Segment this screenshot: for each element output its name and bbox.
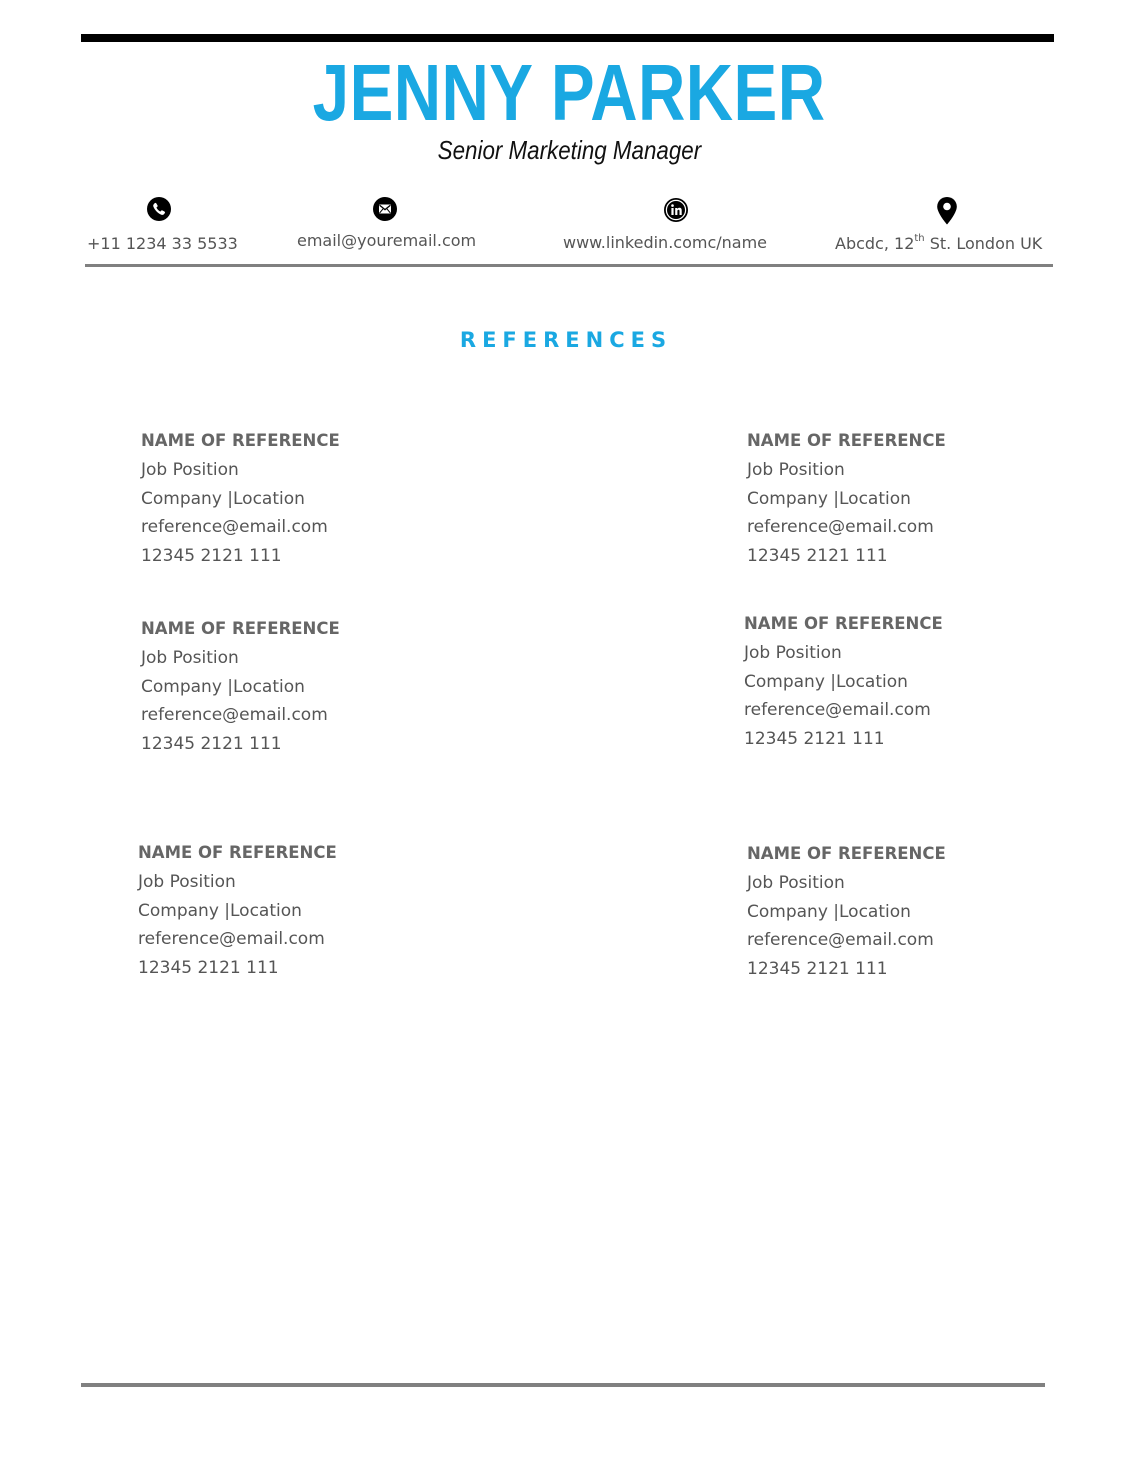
reference-phone: 12345 2121 111: [747, 959, 888, 979]
reference-phone: 12345 2121 111: [138, 958, 279, 978]
reference-position: Job Position: [141, 647, 239, 668]
reference-position: Job Position: [744, 642, 842, 663]
reference-email: reference@email.com: [744, 700, 931, 721]
reference-name: NAME OF REFERENCE: [747, 431, 946, 450]
reference-email: reference@email.com: [138, 929, 325, 950]
reference-phone: 12345 2121 111: [141, 734, 282, 754]
reference-card: [138, 839, 468, 983]
reference-name: NAME OF REFERENCE: [138, 843, 337, 862]
reference-email: reference@email.com: [747, 930, 934, 951]
address-rest: St. London UK: [924, 234, 1043, 253]
section-title: REFERENCES: [459, 328, 673, 352]
address-main: Abcdc, 12: [835, 234, 915, 253]
linkedin-icon: [663, 197, 689, 223]
email-text: email@youremail.com: [297, 231, 477, 250]
reference-company: Company |Location: [744, 671, 908, 692]
phone-text: +11 1234 33 5533: [87, 234, 238, 253]
reference-position: Job Position: [138, 871, 236, 892]
address-text: [835, 233, 1042, 255]
reference-position: Job Position: [747, 459, 845, 480]
reference-name: NAME OF REFERENCE: [747, 844, 946, 863]
reference-card: [141, 427, 471, 571]
email-icon: [372, 196, 398, 222]
contact-divider: [85, 264, 1053, 267]
reference-company: Company |Location: [747, 901, 911, 922]
top-rule: [81, 34, 1054, 42]
reference-phone: 12345 2121 111: [141, 546, 282, 566]
reference-company: Company |Location: [747, 488, 911, 509]
reference-phone: 12345 2121 111: [744, 729, 885, 749]
linkedin-text: www.linkedin.comc/name: [563, 233, 768, 252]
job-title: Senior Marketing Manager: [437, 135, 702, 165]
reference-card: [747, 427, 1077, 571]
reference-position: Job Position: [747, 872, 845, 893]
reference-name: NAME OF REFERENCE: [744, 614, 943, 633]
reference-phone: 12345 2121 111: [747, 546, 888, 566]
address-ordinal: th: [914, 232, 925, 244]
reference-name: NAME OF REFERENCE: [141, 431, 340, 450]
reference-card: [744, 610, 1074, 754]
reference-name: NAME OF REFERENCE: [141, 619, 340, 638]
reference-email: reference@email.com: [141, 705, 328, 726]
phone-icon: [146, 196, 172, 222]
reference-company: Company |Location: [138, 900, 302, 921]
reference-card: [141, 615, 471, 759]
reference-email: reference@email.com: [141, 517, 328, 538]
reference-card: [747, 840, 1077, 984]
location-pin-icon: [935, 196, 959, 226]
reference-email: reference@email.com: [747, 517, 934, 538]
candidate-name: JENNY PARKER: [312, 48, 826, 137]
reference-company: Company |Location: [141, 488, 305, 509]
reference-company: Company |Location: [141, 676, 305, 697]
reference-position: Job Position: [141, 459, 239, 480]
bottom-rule: [81, 1383, 1045, 1387]
